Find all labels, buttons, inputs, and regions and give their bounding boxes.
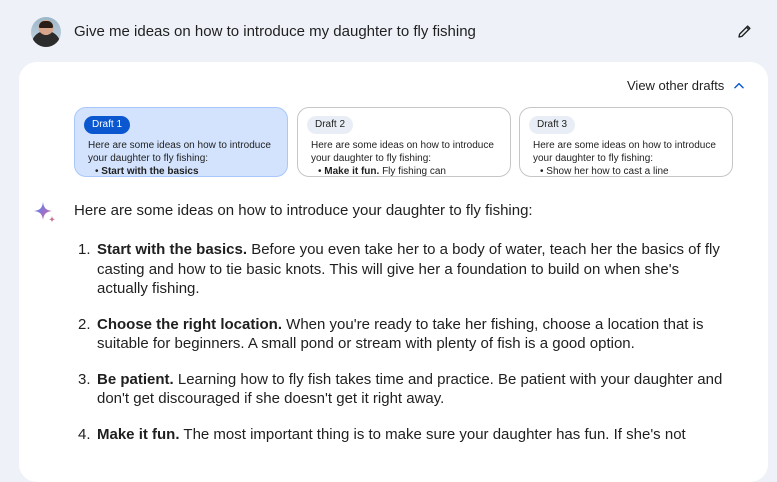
sparkle-icon (32, 200, 58, 226)
draft-bullet-rest: Fly fishing can (379, 166, 446, 177)
pencil-icon[interactable] (736, 22, 754, 40)
item-title: Make it fun. (97, 425, 180, 443)
list-number: 1. (78, 241, 91, 258)
item-body: Learning how to fly fish takes time and practice. Be patient with your daughter and don't get discouraged if she doesn't get it right away. (97, 370, 723, 407)
list-item (74, 370, 734, 409)
view-other-drafts-button[interactable] (627, 78, 746, 93)
draft-preview-bullet: • Make it fun. Fly fishing can (318, 166, 446, 177)
draft-badge: Draft 1 (84, 116, 130, 134)
draft-card-1[interactable] (74, 107, 288, 177)
response-card (19, 62, 768, 482)
draft-preview-text: Here are some ideas on how to introduce your daughter to fly fishing: (311, 140, 494, 164)
item-body: When you're ready to take her fishing, choose a location that is suitable for beginners. A small pond or stream with plenty of fish is a good option. (97, 315, 704, 352)
list-item (74, 240, 734, 299)
list-item (74, 425, 734, 445)
draft-preview-bullet: • Show her how to cast a line (540, 166, 669, 177)
item-title: Be patient. (97, 370, 174, 388)
draft-badge: Draft 3 (529, 116, 575, 134)
user-avatar (31, 17, 61, 47)
item-body: The most important thing is to make sure your daughter has fun. If she's not (179, 425, 686, 443)
item-title: Start with the basics. (97, 241, 248, 258)
draft-bullet-bold: Make it fun. (324, 166, 380, 177)
list-number: 3. (78, 370, 91, 388)
chevron-up-icon (732, 79, 746, 93)
draft-card-3[interactable] (519, 107, 733, 177)
item-body: Before you even take her to a body of water, teach her the basics of fly casting and how to tie basic knots. This will give her a foundation to build on when she's actually fishing. (97, 241, 720, 297)
draft-card-2[interactable] (297, 107, 511, 177)
draft-badge: Draft 2 (307, 116, 353, 134)
list-item (74, 315, 734, 354)
item-title: Choose the right location. (97, 315, 283, 333)
draft-bullet-rest: Show her how to cast a line (546, 166, 669, 177)
draft-preview-text: Here are some ideas on how to introduce your daughter to fly fishing: (533, 140, 716, 164)
prompt-row (0, 0, 777, 62)
view-other-drafts-label: View other drafts (627, 78, 725, 93)
draft-bullet-bold: Start with the basics (101, 166, 199, 177)
draft-preview-text: Here are some ideas on how to introduce your daughter to fly fishing: (88, 140, 271, 164)
draft-preview-bullet: • Start with the basics (95, 166, 199, 177)
response-intro: Here are some ideas on how to introduce your daughter to fly fishing: (74, 202, 533, 219)
prompt-text: Give me ideas on how to introduce my daughter to fly fishing (74, 23, 476, 40)
list-number: 4. (78, 425, 91, 443)
list-number: 2. (78, 315, 91, 333)
response-list (74, 240, 734, 460)
